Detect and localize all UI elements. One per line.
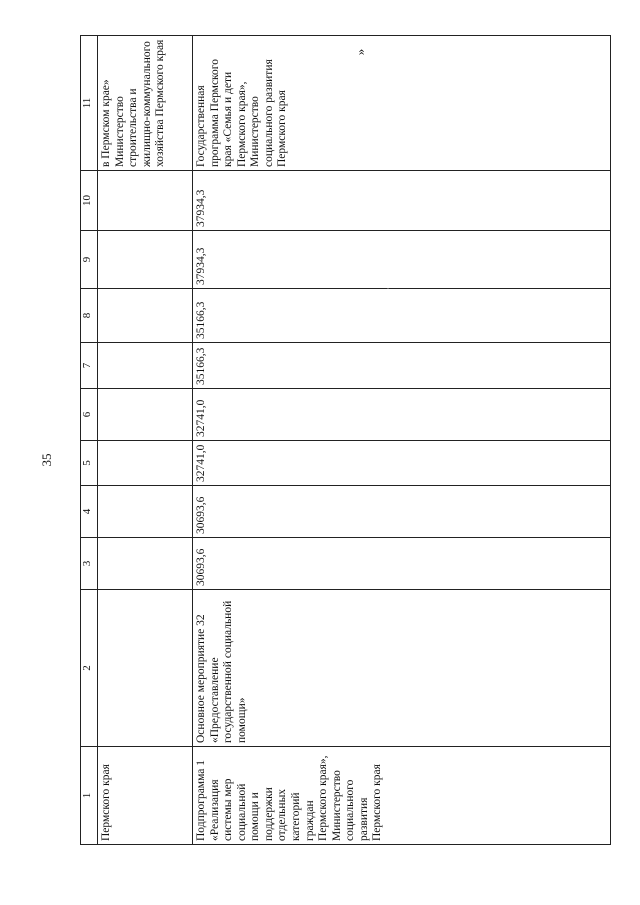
scan-speck xyxy=(387,288,389,289)
cell-value: 35166,3 xyxy=(193,343,611,389)
cell-value: 37934,3 xyxy=(193,231,611,289)
program-table xyxy=(80,35,611,845)
page-number: 35 xyxy=(39,453,54,467)
cell-program: Государственная программа Пермского края «Семья и дети Пермского края», Министерство социального развития Пермского края xyxy=(193,36,611,171)
cell-value: 30693,6 xyxy=(193,486,611,538)
cell-measure xyxy=(98,590,193,747)
cell-measure: Основное мероприятие 32 «Предоставление государственной социальной помощи» xyxy=(193,590,611,747)
header-cell-7: 7 xyxy=(81,343,98,389)
header-cell-4: 4 xyxy=(81,486,98,538)
cell-value xyxy=(98,343,193,389)
landscape-table-area xyxy=(80,36,611,845)
cell-value: 35166,3 xyxy=(193,289,611,343)
header-cell-10: 10 xyxy=(81,171,98,231)
cell-value xyxy=(98,231,193,289)
table-row xyxy=(98,36,193,845)
cell-value xyxy=(98,486,193,538)
header-cell-1: 1 xyxy=(81,747,98,845)
cell-value: 37934,3 xyxy=(193,171,611,231)
header-cell-2: 2 xyxy=(81,590,98,747)
cell-value: 32741,0 xyxy=(193,389,611,441)
cell-value xyxy=(98,289,193,343)
header-cell-9: 9 xyxy=(81,231,98,289)
header-row xyxy=(81,36,98,845)
header-cell-8: 8 xyxy=(81,289,98,343)
cell-value: 32741,0 xyxy=(193,441,611,486)
cell-value xyxy=(98,441,193,486)
header-cell-6: 6 xyxy=(81,389,98,441)
header-cell-3: 3 xyxy=(81,538,98,590)
cell-value xyxy=(98,538,193,590)
cell-executor: Пермского края xyxy=(98,747,193,845)
table-row xyxy=(193,36,611,845)
closing-quote-mark: » xyxy=(352,48,368,56)
cell-value xyxy=(98,389,193,441)
cell-program: в Пермском крае» Министерство строительства и жилищно-коммунального хозяйства Пермского края xyxy=(98,36,193,171)
cell-value: 30693,6 xyxy=(193,538,611,590)
cell-executor: Подпрограмма 1 «Реализация системы мер социальной помощи и поддержки отдельных категорий граждан Пермского края», Министерство социального развития Пермского края xyxy=(193,747,611,845)
header-cell-11: 11 xyxy=(81,36,98,171)
rotated-page-content xyxy=(80,36,611,845)
cell-value xyxy=(98,171,193,231)
header-cell-5: 5 xyxy=(81,441,98,486)
